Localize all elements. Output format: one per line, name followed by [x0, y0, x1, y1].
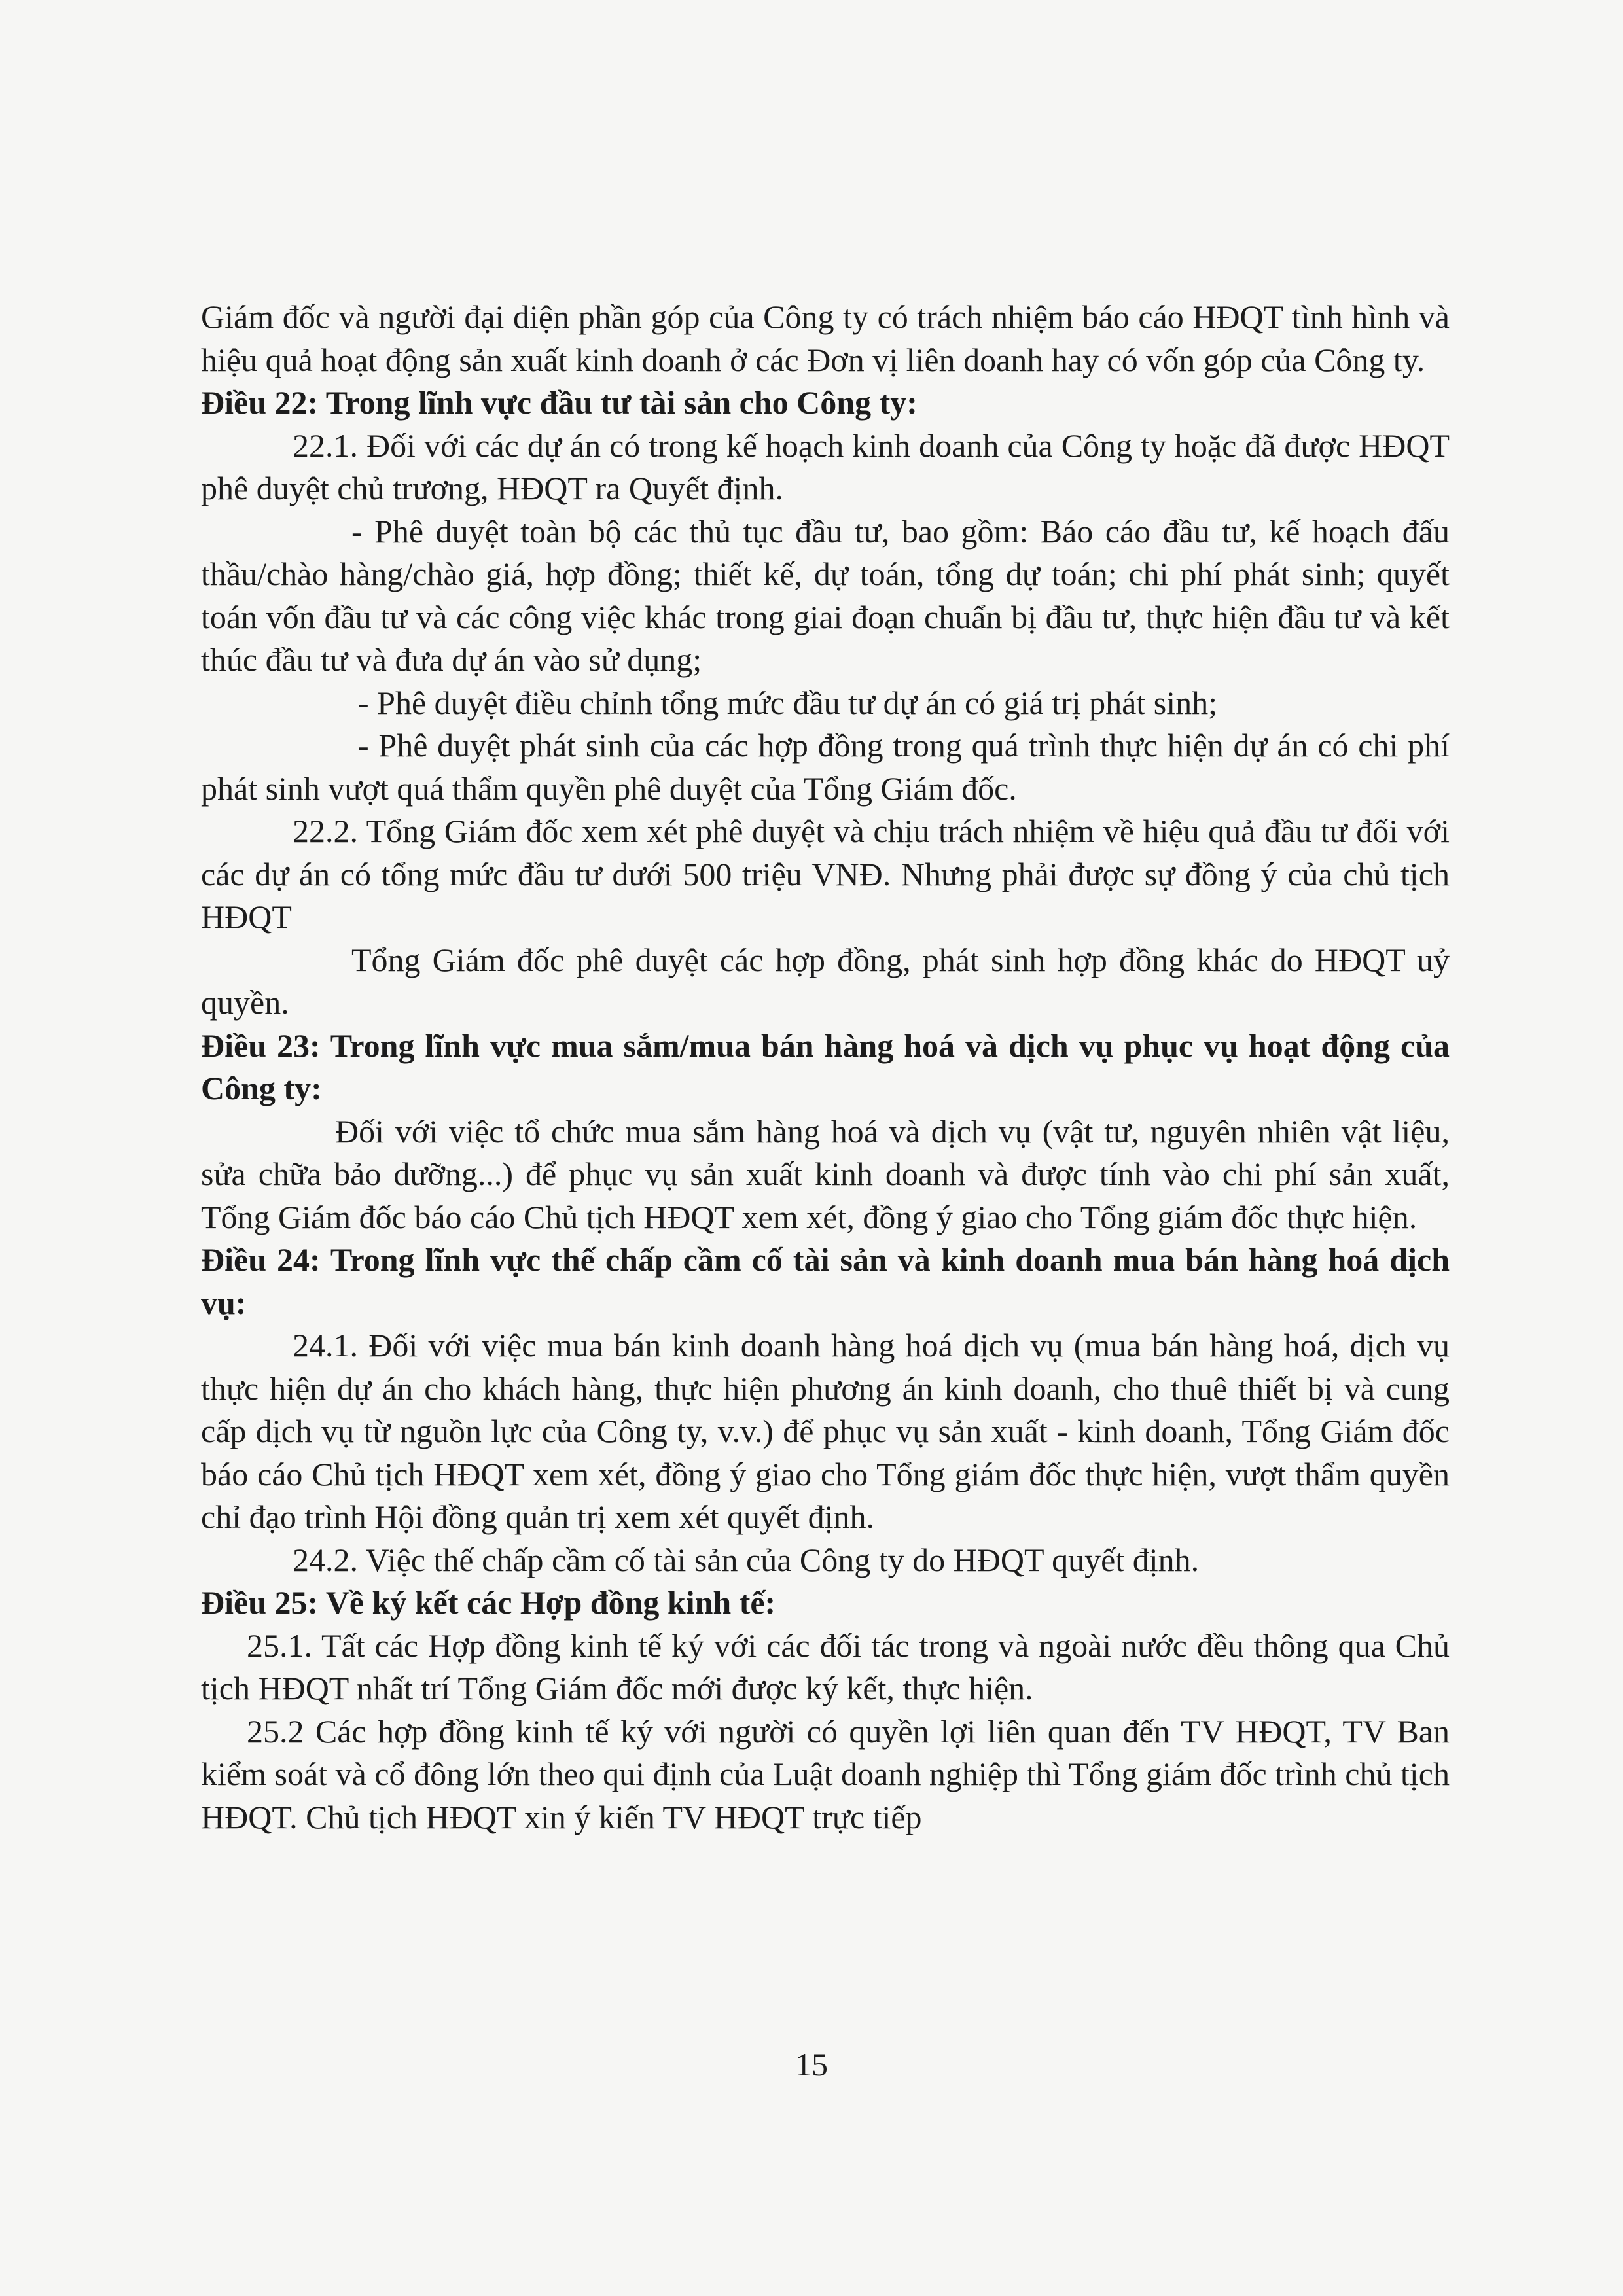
paragraph-25-1: 25.1. Tất các Hợp đồng kinh tế ký với các đối tác trong và ngoài nước đều thông qua Chủ tịch HĐQT nhất trí Tổng Giám đốc mới được ký kết, thực hiện. [201, 1627, 1450, 1706]
page-number: 15 [795, 2046, 828, 2083]
heading-article-25: Điều 25: Về ký kết các Hợp đồng kinh tế: [201, 1584, 776, 1621]
paragraph-22-2: 22.2. Tổng Giám đốc xem xét phê duyệt và chịu trách nhiệm về hiệu quả đầu tư đối với các dự án có tổng mức đầu tư dưới 500 triệu VNĐ. Nhưng phải được sự đồng ý của chủ tịch HĐQT [201, 813, 1450, 935]
paragraph-25-2: 25.2 Các hợp đồng kinh tế ký với người có quyền lợi liên quan đến TV HĐQT, TV Ban kiểm soát và cổ đông lớn theo qui định của Luật doanh nghiệp thì Tổng giám đốc trình chủ tịch HĐQT. Chủ tịch HĐQT xin ý kiến TV HĐQT trực tiếp [201, 1712, 1450, 1835]
paragraph-ceo-approval: Tổng Giám đốc phê duyệt các hợp đồng, phát sinh hợp đồng khác do HĐQT uỷ quyền. [201, 941, 1450, 1021]
paragraph-24-2: 24.2. Việc thế chấp cầm cố tài sản của Công ty do HĐQT quyết định. [293, 1541, 1200, 1578]
paragraph-22-1: 22.1. Đối với các dự án có trong kế hoạch kinh doanh của Công ty hoặc đã được HĐQT phê duyệt chủ trương, HĐQT ra Quyết định. [201, 427, 1450, 506]
heading-article-24: Điều 24: Trong lĩnh vực thế chấp cầm cố tài sản và kinh doanh mua bán hàng hoá dịch vụ: [201, 1241, 1450, 1321]
paragraph-23-body: Đối với việc tổ chức mua sắm hàng hoá và dịch vụ (vật tư, nguyên nhiên vật liệu, sửa chữa bảo dưỡng...) để phục vụ sản xuất kinh doanh và được tính vào chi phí sản xuất, Tổng Giám đốc báo cáo Chủ tịch HĐQT xem xét, đồng ý giao cho Tổng giám đốc thực hiện. [201, 1112, 1450, 1235]
paragraph-24-1: 24.1. Đối với việc mua bán kinh doanh hàng hoá dịch vụ (mua bán hàng hoá, dịch vụ thực hiện dự án cho khách hàng, thực hiện phương án kinh doanh, cho thuê thiết bị và cung cấp dịch vụ từ nguồn lực của Công ty, v.v.) để phục vụ sản xuất - kinh doanh, Tổng Giám đốc báo cáo Chủ tịch HĐQT xem xét, đồng ý giao cho Tổng giám đốc thực hiện, vượt thẩm quyền chỉ đạo trình Hội đồng quản trị xem xét quyết định. [201, 1327, 1450, 1535]
bullet-approve-procedures: - Phê duyệt toàn bộ các thủ tục đầu tư, bao gồm: Báo cáo đầu tư, kế hoạch đấu thầu/chào hàng/chào giá, hợp đồng; thiết kế, dự toán, tổng dự toán; chi phí phát sinh; quyết toán vốn đầu tư và các công việc khác trong giai đoạn chuẩn bị đầu tư, thực hiện đầu tư và kết thúc đầu tư và đưa dự án vào sử dụng; [201, 512, 1450, 678]
paragraph-intro: Giám đốc và người đại diện phần góp của Công ty có trách nhiệm báo cáo HĐQT tình hình và hiệu quả hoạt động sản xuất kinh doanh ở các Đơn vị liên doanh hay có vốn góp của Công ty. [201, 298, 1450, 378]
heading-article-22: Điều 22: Trong lĩnh vực đầu tư tài sản cho Công ty: [201, 384, 918, 421]
bullet-approve-adjustment: - Phê duyệt điều chỉnh tổng mức đầu tư dự án có giá trị phát sinh; [358, 684, 1217, 721]
document-body [201, 296, 1450, 1839]
bullet-approve-contract-changes: - Phê duyệt phát sinh của các hợp đồng trong quá trình thực hiện dự án có chi phí phát sinh vượt quá thẩm quyền phê duyệt của Tổng Giám đốc. [201, 727, 1450, 807]
heading-article-23: Điều 23: Trong lĩnh vực mua sắm/mua bán hàng hoá và dịch vụ phục vụ hoạt động của Công ty: [201, 1027, 1450, 1106]
